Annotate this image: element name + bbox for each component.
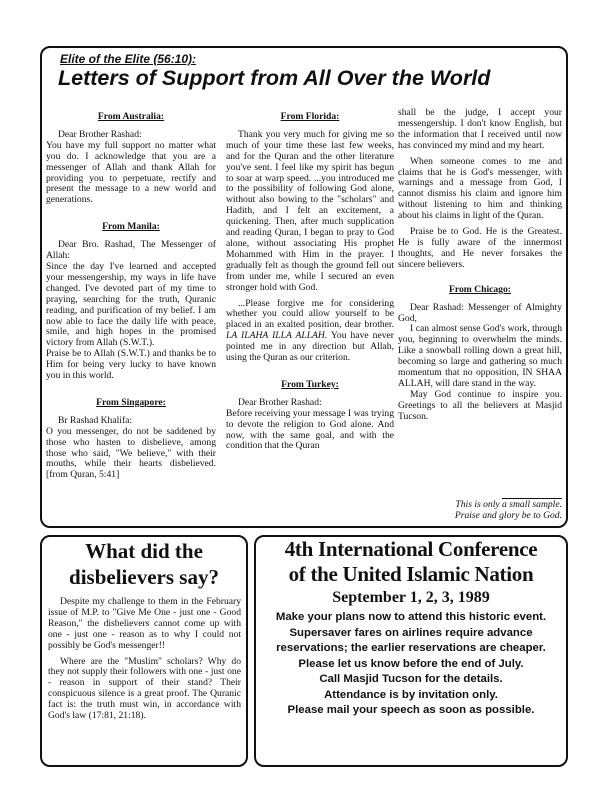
letter-body: Praise be to Allah (S.W.T.) and thanks be to Him for being very lucky to have known you in this world. [46,348,216,382]
footnote-line: Praise and glory be to God. [454,510,562,521]
letter-heading-australia: From Australia: [97,111,165,122]
letter-body: Since the day I've learned and accepted your messengership, my ways in life have changed. I've devoted part of my time to praying, searching for the truth, Quranic reading, and purification of my belief. I am now able to face the daily life with peace, smile, and high hopes in the promised victory from Allah (S.W.T.). [46,260,216,349]
kicker: Elite of the Elite (56:10): [60,52,197,66]
letter-heading-manila: From Manila: [102,221,160,233]
conference-date: September 1, 2, 3, 1989 [332,589,490,606]
conference-title: 4th International Conference of the United Islamic Nation [284,537,538,586]
letter-salutation: Dear Bro. Rashad, The Messenger of Allah: [46,239,216,262]
letter-body: Before receiving your message I was trying to devote the religion to God alone. And now, with the same goal, and with the condition that the Quran [226,407,394,452]
letter-heading-turkey: From Turkey: [281,378,339,390]
letter-body: ...Please forgive me for considering whether you could allow yourself to be placed in an exalted position, dear brother. LA ILAHA ILLA ALLAH. You have never pointed me in any direction but Allah, using the Quran as our criterion. [226,297,394,364]
letter-body: shall be the judge, I accept your messengership. I don't know English, but the information that I received until now has convinced my mind and my heart. [398,107,562,151]
conference-line: Please let us know before the end of July. [298,657,524,670]
conference-line: Call Masjid Tucson for the details. [319,673,503,685]
footnote-line: This is only a small sample. [455,499,562,510]
conference-line: Please mail your speech as soon as possible. [287,704,535,716]
letters-column-1 [46,112,216,481]
disbelievers-text [48,597,241,722]
letter-heading-singapore: From Singapore: [96,396,166,408]
letter-salutation: Dear Brother Rashad: [238,396,322,408]
conference-line: Make your plans now to attend this historic event. [275,611,547,623]
letter-heading-chicago: From Chicago: [449,283,511,295]
page-title: Letters of Support from All Over the World [58,66,491,90]
tawheed-phrase: LA ILAHA ILLA ALLAH. [226,330,328,342]
letter-heading-florida: From Florida: [280,111,340,122]
letters-column-3 [398,108,562,423]
letter-body: Thank you very much for giving me so much of your time these last few weeks, and for the Quran and the other literature you've sent. I feel like my spirit has begun to soar at warp speed. ...you introduced me to the possibility of following God alone, without also bowing to the "scholars" and Hadith, and I felt an excitement, a quickening. Then, after much supplication and reading Quran, I began to pray to God alone, without associating His prophet Mohammed with Him in the prayer. I gradually felt as though the ground fell out from under me, while I secured an even stronger hold with God. [226,128,394,293]
disbelievers-paragraph: Where are the "Muslim" scholars? Why do they not supply their followers with one - just one - reason in support of their stand? Their conspicuous silence is a great proof. The Quranic fact is: the truth must win, in accordance with God's law (17:81, 21:18). [48,655,241,722]
letter-salutation: Dear Rashad: Messenger of Almighty God, [398,301,562,324]
conference-details [256,610,566,719]
letter-body: O you messenger, do not be saddened by those who hasten to disbelieve, among those who said, "We believe," with their mouths, while their hearts disbelieved. [from Quran, 5:41] [46,425,216,481]
letter-body: May God continue to inspire you. Greetings to all the believers at Masjid Tucson. [398,388,562,422]
letter-body: You have my full support no matter what you do. I acknowledge that you are a messenger of Allah and thank Allah for providing you to perpetuate, rectify and present the message to a new world and generations. [46,139,216,206]
letter-salutation: Dear Brother Rashad: [58,128,142,140]
letter-salutation: Br Rashad Khalifa: [58,414,133,426]
disbelievers-paragraph: Despite my challenge to them in the February issue of M.P. to "Give Me One - just one - Good Reason," the disbelievers cannot come up with one - just one - reason as to why I could not possibly be God's messenger!! [48,596,241,651]
footnote [412,498,562,521]
conference-line: Supersaver fares on airlines require advance [289,626,533,639]
letter-body: I can almost sense God's work, through you, beginning to overwhelm the minds. Like a snowball rolling down a great hill, becoming so large and gathering so much momentum that no opposition, IN SHAA ALLAH, will dare stand in the way. [398,323,562,389]
letter-body: Praise be to God. He is the Greatest. He is fully aware of the innermost thoughts, and He never forsakes the sincere believers. [398,226,562,270]
conference-line: reservations; the earlier reservations are cheaper. [276,642,546,654]
letter-body: When someone comes to me and claims that he is God's messenger, with warnings and a message from God, I cannot dismiss his claim and ignore him without listening to him and thinking about his claims in light of the Quran. [398,155,562,222]
conference-line: Attendance is by invitation only. [324,688,498,701]
letters-column-2 [226,112,394,452]
disbelievers-title: What did the disbelievers say? [69,539,219,589]
